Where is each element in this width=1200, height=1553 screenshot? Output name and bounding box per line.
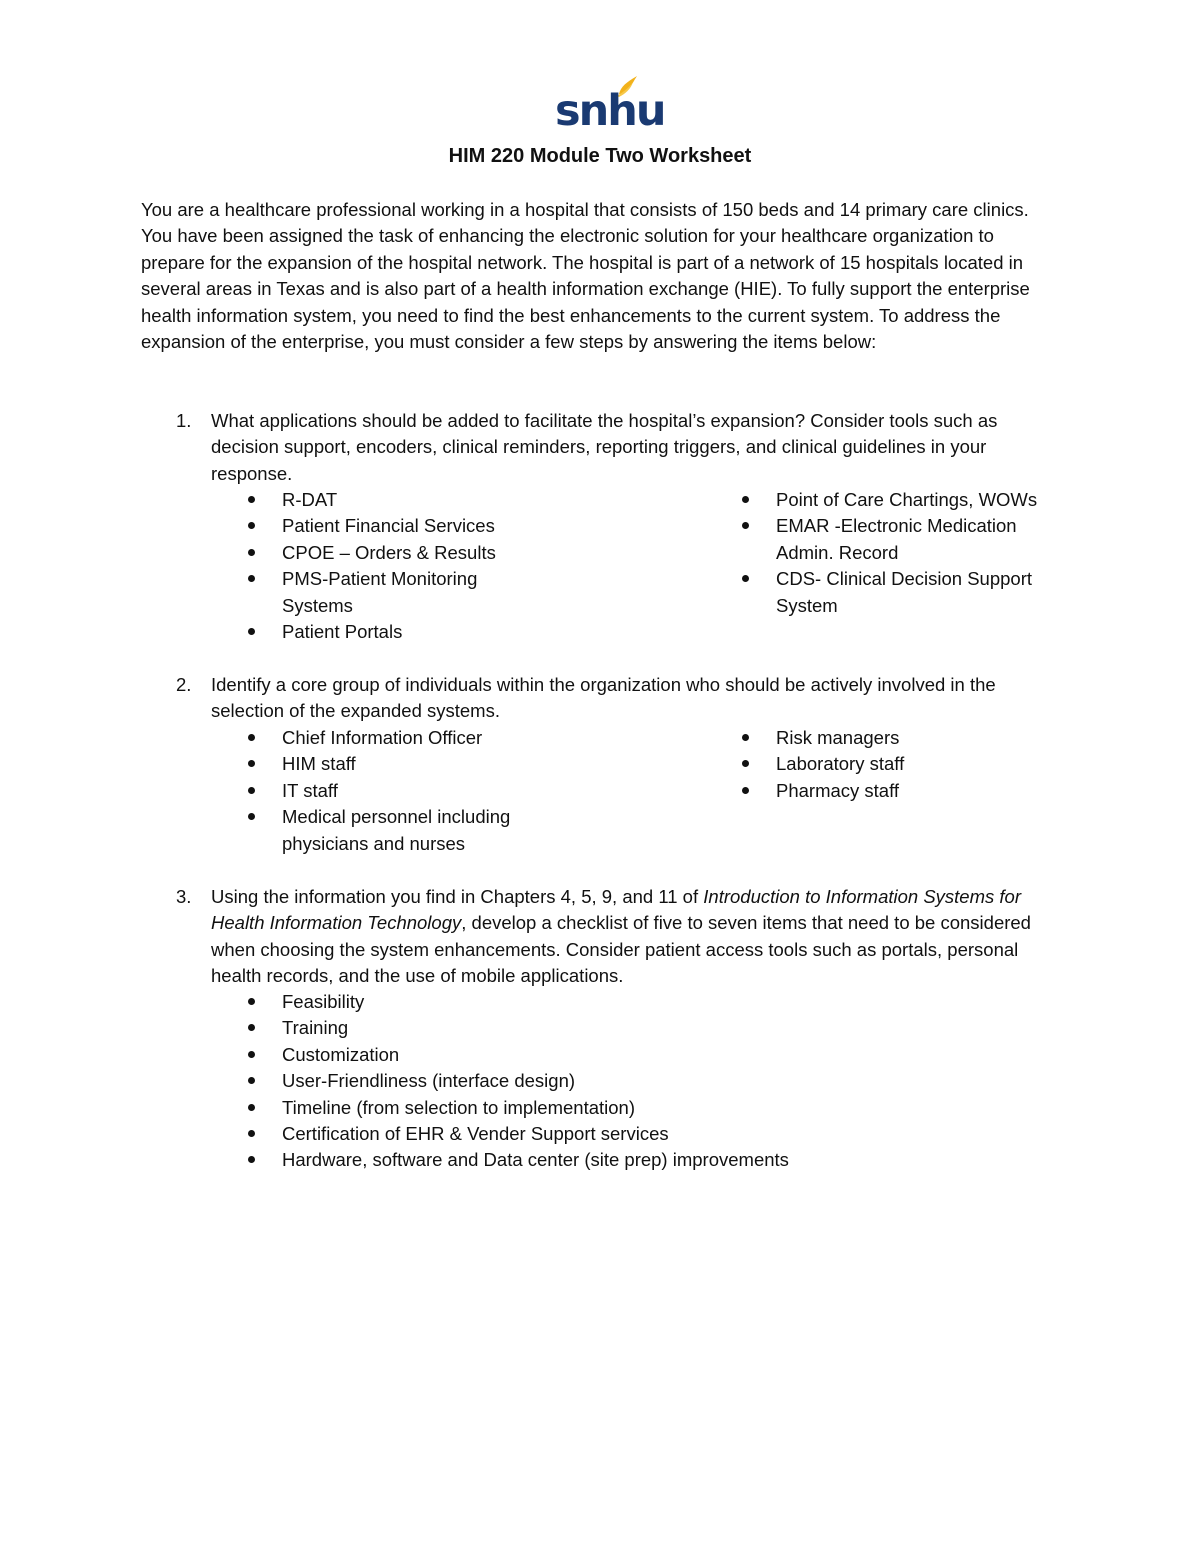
bullet-icon [248,628,255,635]
bullet-icon [248,813,255,820]
bullet-icon [248,522,255,529]
intro-paragraph: You are a healthcare professional working in a hospital that consists of 150 beds and 14 primary care clinics. You have been assigned the task of enhancing the electronic solution for your healthcare organization to prepare for the expansion of the hospital network. The hospital is part of a network of 15 hospitals located in several areas in Texas and is also part of a health information exchange (HIE). To fully support the enterprise health information system, you need to find the best enhancements to the current system. To address the expansion of the enterprise, you must consider a few steps by answering the items below: [141,199,1030,353]
bullet-icon [248,760,255,767]
list-item: Chief Information Officer [141,725,561,751]
bullet-icon [742,760,749,767]
list-item: HIM staff [141,751,561,777]
bullet-icon [742,522,749,529]
bullet-icon [248,734,255,741]
list-item: Training [141,1015,1041,1041]
list-item: Medical personnel including physicians and nurses [141,804,542,857]
question-number: 1. [176,410,192,431]
list-item: Certification of EHR & Vender Support services [141,1121,1041,1147]
list-item: EMAR -Electronic Medication Admin. Record [776,513,1046,566]
bullet-icon [742,734,749,741]
list-item: Patient Financial Services [141,513,561,539]
list-item: R-DAT [141,487,561,513]
answer-list-right [776,487,1066,619]
list-item: Hardware, software and Data center (site prep) improvements [141,1147,1041,1173]
answer-list-right [776,725,1066,804]
checklist [141,989,1041,1174]
list-item: User-Friendliness (interface design) [141,1068,1041,1094]
bullet-icon [248,496,255,503]
list-item: CPOE – Orders & Results [141,540,561,566]
bullet-icon [742,496,749,503]
bullet-icon [248,1130,255,1137]
list-item: Feasibility [141,989,1041,1015]
list-item: Risk managers [776,725,1066,751]
bullet-icon [248,787,255,794]
question-1 [141,408,1061,487]
logo-text: snhu [555,86,665,136]
bullet-icon [248,1077,255,1084]
list-item: PMS-Patient Monitoring Systems [141,566,512,619]
page-title: HIM 220 Module Two Worksheet [448,145,752,167]
book-title: Introduction to Information Systems for Health Information Technology [211,886,1021,934]
bullet-icon [742,575,749,582]
list-item: CDS- Clinical Decision Support System [776,566,1046,619]
bullet-icon [248,575,255,582]
question-text: Identify a core group of individuals within the organization who should be actively involved in the selection of the expanded systems. [211,674,996,722]
snhu-logo [555,74,665,136]
answer-list-left [141,487,561,645]
list-item: IT staff [141,778,561,804]
question-text: What applications should be added to facilitate the hospital’s expansion? Consider tools such as decision support, encoders, clinical reminders, reporting triggers, and clinical guidelines in your response. [211,410,998,484]
list-item: Point of Care Chartings, WOWs [776,487,1066,513]
list-item: Patient Portals [141,619,561,645]
bullet-icon [248,1051,255,1058]
bullet-icon [248,1024,255,1031]
list-item: Laboratory staff [776,751,1066,777]
question-number: 3. [176,886,192,907]
question-text: Using the information you find in Chapters 4, 5, 9, and 11 of Introduction to Information Systems for Health Information Technology, develop a checklist of five to seven items that need to be considered when choosing the system enhancements. Consider patient access tools such as portals, personal health records, and the use of mobile applications. [211,886,1031,987]
bullet-icon [742,787,749,794]
bullet-icon [248,1156,255,1163]
list-item: Customization [141,1042,1041,1068]
bullet-icon [248,998,255,1005]
list-item: Pharmacy staff [776,778,1066,804]
answer-list-left [141,725,561,857]
bullet-icon [248,1104,255,1111]
question-3 [141,884,1061,990]
bullet-icon [248,549,255,556]
list-item: Timeline (from selection to implementation) [141,1095,1041,1121]
question-number: 2. [176,674,192,695]
question-2 [141,672,1061,725]
